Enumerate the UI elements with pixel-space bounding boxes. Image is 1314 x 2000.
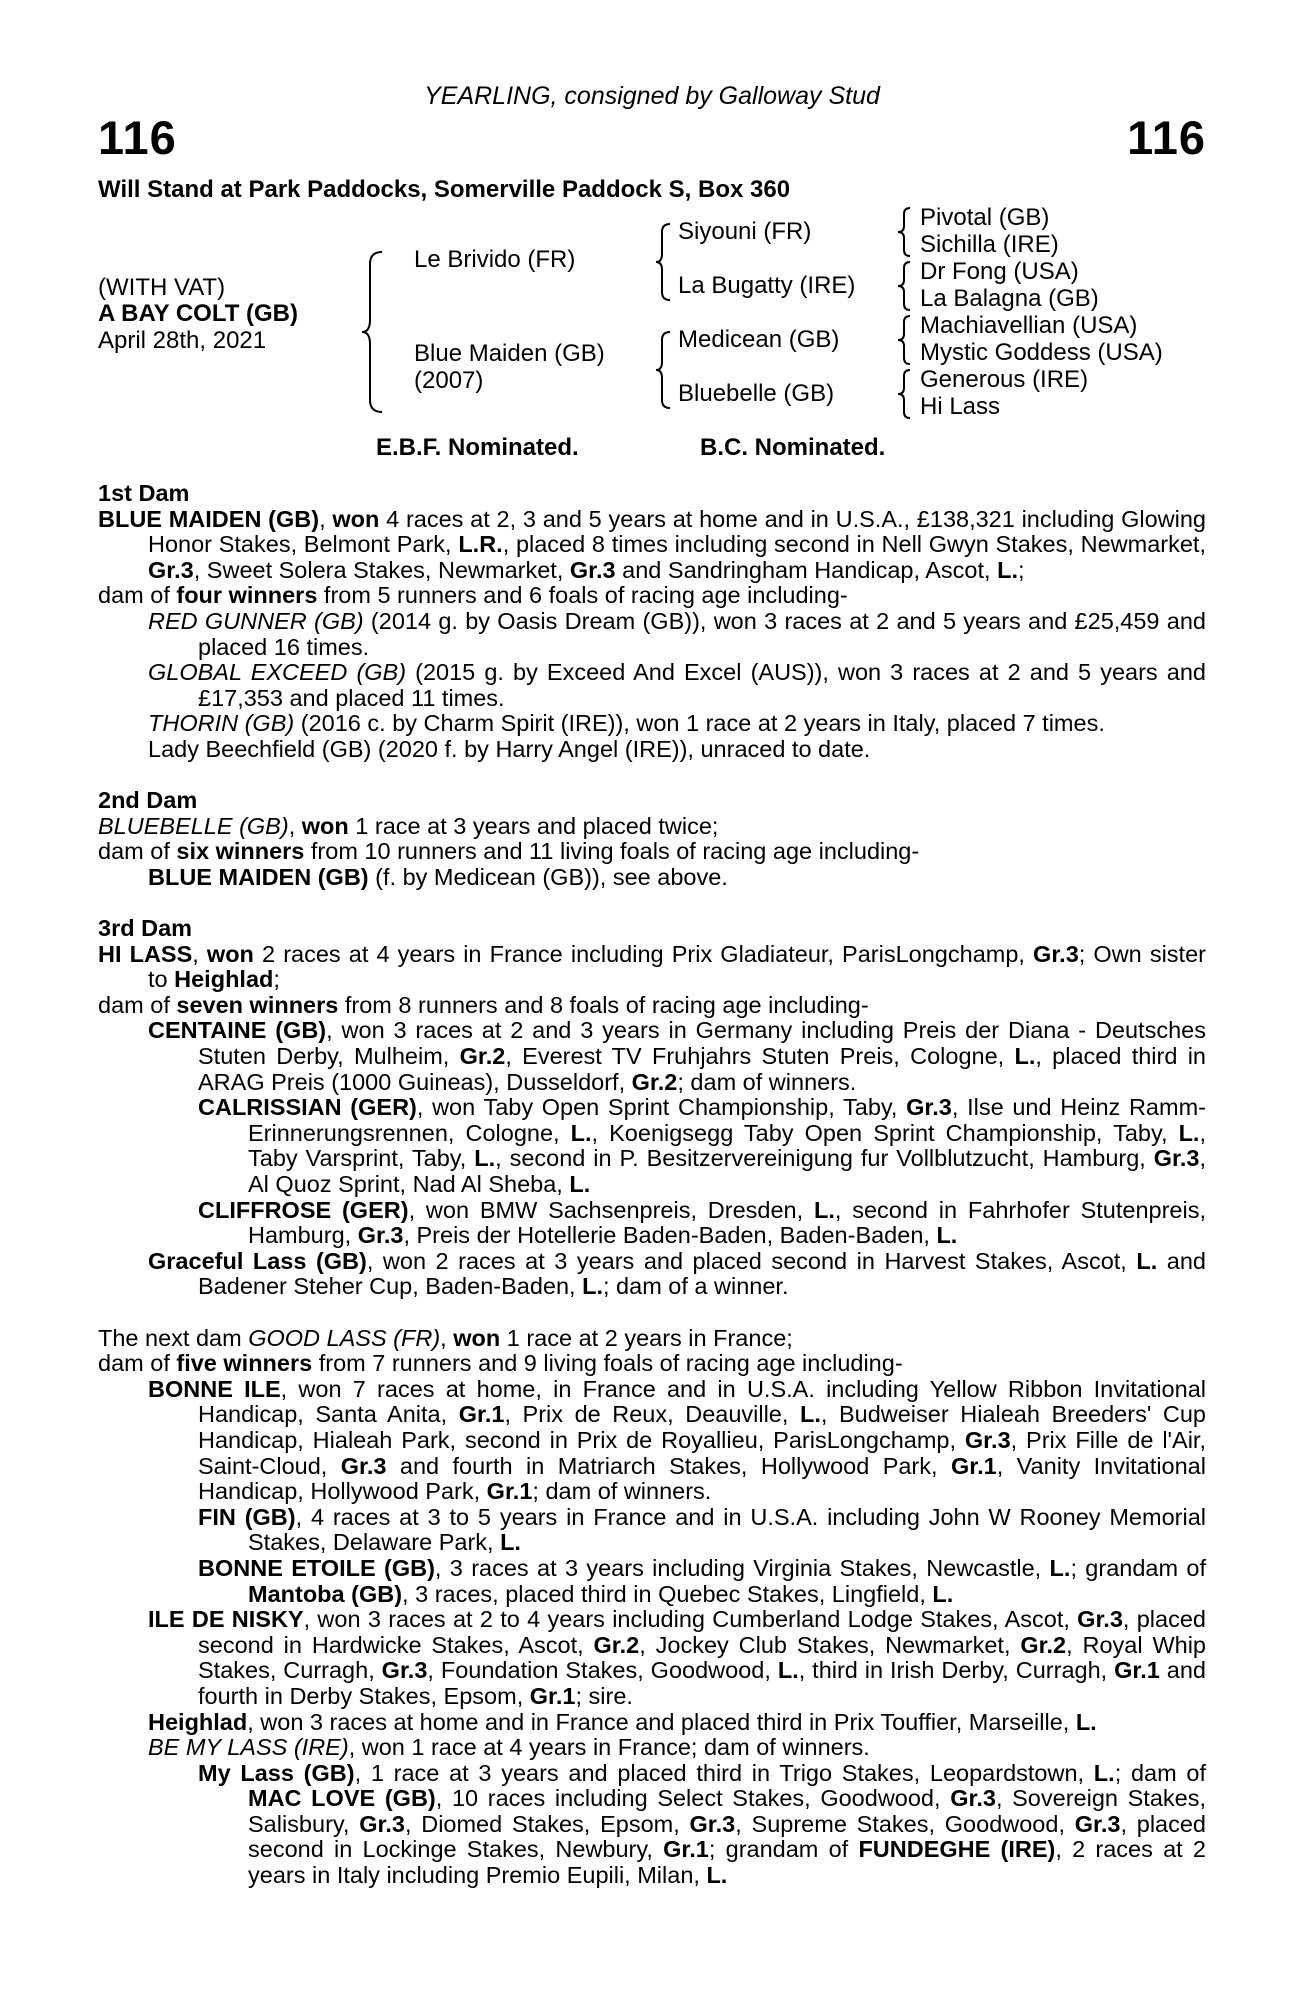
produce-ile-de-nisky: ILE DE NISKY, won 3 races at 2 to 4 years including Cumberland Lodge Stakes, Ascot, Gr.3, placed second in Hardwicke Stakes, Ascot, Gr.2, Jockey Club Stakes, Newmarket, Gr.2, Royal Whip Stakes, Curragh, Gr.3, Foundation Stakes, Goodwood, L., third in Irish Derby, Curragh, Gr.1 and fourth in Derby Stakes, Epsom, Gr.1; sire. (148, 1606, 1206, 1709)
sire-sire: Siyouni (FR) (678, 218, 812, 245)
dam: Blue Maiden (GB) (414, 340, 605, 367)
stand-location: Will Stand at Park Paddocks, Somerville Paddock S, Box 360 (98, 176, 791, 203)
pedigree-brace-g34 (896, 260, 914, 312)
gg-1: Pivotal (GB) (920, 204, 1050, 231)
first-dam-record: BLUE MAIDEN (GB), won 4 races at 2, 3 and 5 years at home and in U.S.A., £138,321 including Glowing Honor Stakes, Belmont Park, L.R., placed 8 times including second in Nell Gwyn Stakes, Newmarket, Gr.3, Sweet Solera Stakes, Newmarket, Gr.3 and Sandringham Handicap, Ascot, L.; (98, 505, 1206, 583)
produce-my-lass: My Lass (GB), 1 race at 3 years and placed third in Trigo Stakes, Leopardstown, L.; dam of MAC LOVE (GB), 10 races including Select Stakes, Goodwood, Gr.3, Sovereign Stakes, Salisbury, Gr.3, Diomed Stakes, Epsom, Gr.3, Supreme Stakes, Goodwood, Gr.3, placed second in Lockinge Stakes, Newbury, Gr.1; grandam of FUNDEGHE (IRE), 2 races at 2 years in Italy including Premio Eupili, Milan, L. (198, 1759, 1207, 1889)
produce-cliffrose: CLIFFROSE (GER), won BMW Sachsenpreis, Dresden, L., second in Fahrhofer Stutenpreis, Hamburg, Gr.3, Preis der Hotellerie Baden-Baden, Baden-Baden, L. (198, 1196, 1206, 1249)
produce-record (98, 481, 1206, 1889)
pedigree-brace-g78 (896, 368, 914, 420)
gg-8: Hi Lass (920, 393, 1001, 420)
produce-bonne-ile: BONNE ILE, won 7 races at home, in France and in U.S.A. including Yellow Ribbon Invitational Handicap, Santa Anita, Gr.1, Prix de Reux, Deauville, L., Budweiser Hialeah Breeders' Cup Handicap, Hialeah Park, second in Prix de Royallieu, ParisLongchamp, Gr.3, Prix Fille de l'Air, Saint-Cloud, Gr.3 and fourth in Matriarch Stakes, Hollywood Park, Gr.1, Vanity Invitational Handicap, Hollywood Park, Gr.1; dam of winners. (148, 1375, 1206, 1505)
second-dam-heading: 2nd Dam (98, 787, 198, 814)
dam-dam: Bluebelle (GB) (678, 380, 835, 407)
lot-number-right: 116 (1127, 111, 1206, 164)
gg-6: Mystic Goddess (USA) (920, 339, 1163, 366)
second-dam-produce-summary: dam of six winners from 10 runners and 11 living foals of racing age including- (98, 838, 920, 865)
next-dam-produce-summary: dam of five winners from 7 runners and 9 living foals of racing age including- (98, 1350, 903, 1377)
produce-calrissian: CALRISSIAN (GER), won Taby Open Sprint Championship, Taby, Gr.3, Ilse und Heinz Ramm-Erinnerungsrennen, Cologne, L., Koenigsegg Taby Open Sprint Championship, Taby, L., Taby Varsprint, Taby, L., second in P. Besitzervereinigung fur Vollblutzucht, Hamburg, Gr.3, Al Quoz Sprint, Nad Al Sheba, L. (198, 1094, 1207, 1198)
next-dam-record: The next dam GOOD LASS (FR), won 1 race at 2 years in France; (98, 1324, 793, 1351)
gg-5: Machiavellian (USA) (920, 312, 1138, 339)
third-dam-record: HI LASS, won 2 races at 4 years in France including Prix Gladiateur, ParisLongchamp, Gr.3; Own sister to Heighlad; (98, 940, 1206, 993)
produce-heighlad: Heighlad, won 3 races at home and in France and placed third in Prix Touffier, Marseille, L. (148, 1708, 1097, 1735)
catalogue-page (98, 0, 1206, 2000)
third-dam-heading: 3rd Dam (98, 915, 193, 942)
lot-number-left: 116 (98, 111, 177, 164)
pedigree-brace-g56 (896, 314, 914, 366)
produce-blue-maiden: BLUE MAIDEN (GB) (f. by Medicean (GB)), see above. (148, 863, 728, 890)
pedigree-brace-main (360, 250, 388, 415)
produce-red-gunner: RED GUNNER (GB) (2014 g. by Oasis Dream (GB)), won 3 races at 2 and 5 years and £25,459 and placed 16 times. (148, 607, 1206, 660)
first-dam-heading: 1st Dam (98, 480, 190, 506)
foaling-date: April 28th, 2021 (98, 327, 267, 354)
pedigree-brace-g12 (896, 206, 914, 258)
second-dam-record: BLUEBELLE (GB), won 1 race at 3 years and placed twice; (98, 812, 719, 839)
gg-2: Sichilla (IRE) (920, 231, 1059, 258)
produce-bonne-etoile: BONNE ETOILE (GB), 3 races at 3 years including Virginia Stakes, Newcastle, L.; grandam of Mantoba (GB), 3 races, placed third in Quebec Stakes, Lingfield, L. (198, 1554, 1206, 1607)
pedigree-brace-sire (654, 222, 674, 302)
pedigree-brace-dam (654, 330, 674, 410)
sire: Le Brivido (FR) (414, 246, 576, 273)
consignor-line: YEARLING, consigned by Galloway Stud (424, 82, 880, 110)
vat-label: (WITH VAT) (98, 274, 226, 301)
first-dam-produce-summary: dam of four winners from 5 runners and 6 foals of racing age including- (98, 582, 848, 609)
produce-be-my-lass: BE MY LASS (IRE), won 1 race at 4 years in France; dam of winners. (148, 1734, 870, 1761)
produce-graceful-lass: Graceful Lass (GB), won 2 races at 3 years and placed second in Harvest Stakes, Ascot, L. and Badener Steher Cup, Baden-Baden, L.; dam of a winner. (148, 1247, 1206, 1300)
produce-global-exceed: GLOBAL EXCEED (GB) (2015 g. by Exceed And Excel (AUS)), won 3 races at 2 and 5 years and £17,353 and placed 11 times. (148, 659, 1206, 711)
third-dam-produce-summary: dam of seven winners from 8 runners and 8 foals of racing age including- (98, 991, 869, 1018)
gg-4: La Balagna (GB) (920, 285, 1099, 312)
gg-7: Generous (IRE) (920, 366, 1089, 393)
horse-name: A BAY COLT (GB) (98, 300, 299, 327)
produce-fin: FIN (GB), 4 races at 3 to 5 years in France and in U.S.A. including John W Rooney Memorial Stakes, Delaware Park, L. (198, 1503, 1206, 1556)
ebf-nomination: E.B.F. Nominated. (376, 434, 579, 461)
dam-sire: Medicean (GB) (678, 326, 840, 353)
produce-lady-beechfield: Lady Beechfield (GB) (2020 f. by Harry Angel (IRE)), unraced to date. (148, 735, 871, 762)
gg-3: Dr Fong (USA) (920, 258, 1079, 285)
dam-year: (2007) (414, 367, 484, 394)
bc-nomination: B.C. Nominated. (700, 434, 886, 461)
sire-dam: La Bugatty (IRE) (678, 272, 856, 299)
produce-thorin: THORIN (GB) (2016 c. by Charm Spirit (IRE)), won 1 race at 2 years in Italy, placed 7 times. (148, 710, 1105, 737)
produce-centaine: CENTAINE (GB), won 3 races at 2 and 3 years in Germany including Preis der Diana - Deutsches Stuten Derby, Mulheim, Gr.2, Everest TV Fruhjahrs Stuten Preis, Cologne, L., placed third in ARAG Preis (1000 Guineas), Dusseldorf, Gr.2; dam of winners. (148, 1017, 1206, 1095)
